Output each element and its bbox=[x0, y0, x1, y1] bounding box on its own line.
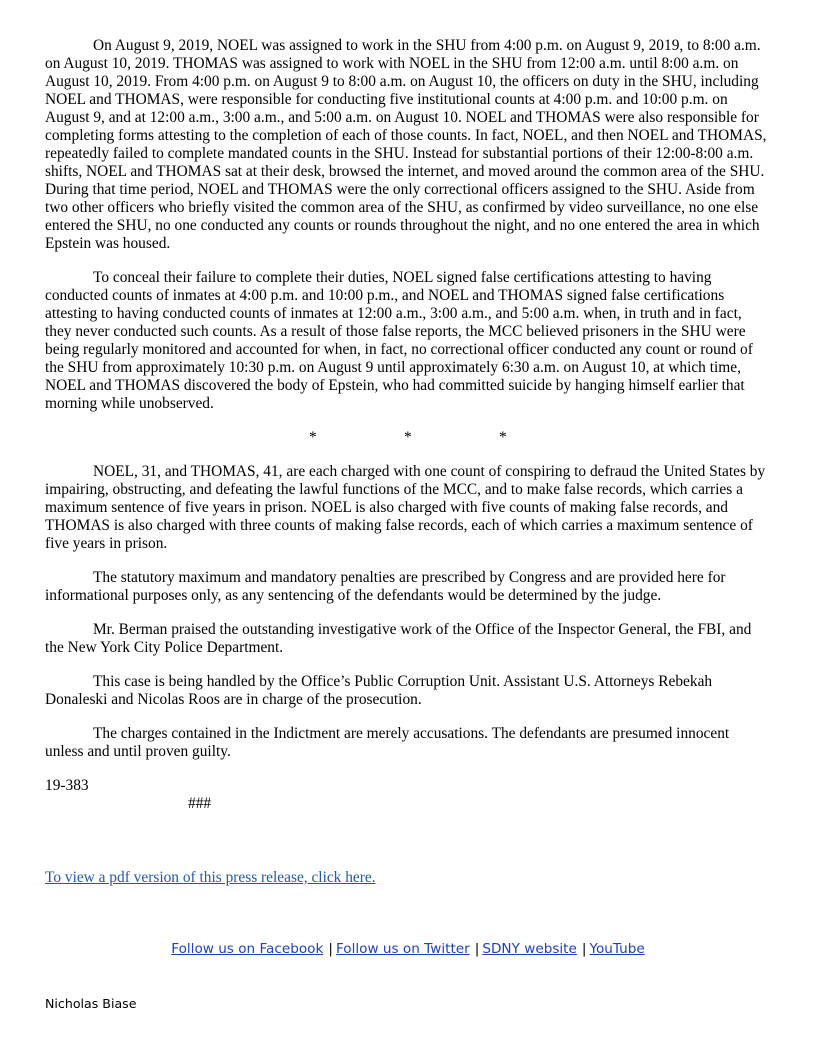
twitter-link[interactable]: Follow us on Twitter bbox=[335, 941, 470, 957]
section-separator bbox=[45, 429, 771, 447]
paragraph-counts: On August 9, 2019, NOEL was assigned to work in the SHU from 4:00 p.m. on August 9, 2019, to 8:00 a.m. on August 10, 2019. THOMAS was assigned to work with NOEL in the SHU from 12:00 a.m. until 8:00 a.m. on August 10, 2019. From 4:00 p.m. on August 9 to 8:00 a.m. on August 10, the officers on duty in the SHU, including NOEL and THOMAS, were responsible for conducting five institutional counts at 4:00 p.m. and 10:00 p.m. on August 9, and at 12:00 a.m., 3:00 a.m., and 5:00 a.m. on August 10. NOEL and THOMAS were also responsible for completing forms attesting to the completion of each of those counts. In fact, NOEL, and then NOEL and THOMAS, repeatedly failed to complete mandated counts in the SHU. Instead for substantial portions of their 12:00-8:00 a.m. shifts, NOEL and THOMAS sat at their desk, browsed the internet, and moved around the common area of the SHU. During that time period, NOEL and THOMAS were the only correctional officers assigned to the SHU. Aside from two other officers who briefly visited the common area of the SHU, as confirmed by video surveillance, no one else entered the SHU, no one conducted any counts or rounds throughout the night, and no one entered the area in which Epstein was housed. bbox=[45, 37, 767, 252]
paragraph-presumption: The charges contained in the Indictment are merely accusations. The defendants are presumed innocent unless and until proven guilty. bbox=[45, 725, 730, 760]
paragraph-charges: NOEL, 31, and THOMAS, 41, are each charged with one count of conspiring to defraud the United States by impairing, obstructing, and defeating the lawful functions of the MCC, and to make false records, which carries a maximum sentence of five years in prison. NOEL is also charged with five counts of making false records, and THOMAS is also charged with three counts of making false records, each of which carries a maximum sentence of five years in prison. bbox=[45, 463, 766, 552]
separator-star: * bbox=[309, 429, 317, 446]
press-release-body bbox=[45, 37, 771, 813]
end-mark: ### bbox=[188, 795, 212, 812]
link-separator: | bbox=[474, 941, 480, 957]
link-separator: | bbox=[581, 941, 587, 957]
separator-star: * bbox=[499, 429, 507, 446]
separator-star: * bbox=[404, 429, 412, 446]
paragraph-prosecution: This case is being handled by the Office’s Public Corruption Unit. Assistant U.S. Attorneys Rebekah Donaleski and Nicolas Roos are in charge of the prosecution. bbox=[45, 673, 713, 708]
case-number: 19-383 bbox=[45, 777, 89, 794]
youtube-link[interactable]: YouTube bbox=[589, 941, 645, 957]
paragraph-praise: Mr. Berman praised the outstanding investigative work of the Office of the Inspector General, the FBI, and the New York City Police Department. bbox=[45, 621, 752, 656]
social-links-bar bbox=[0, 941, 816, 957]
paragraph-false-certifications: To conceal their failure to complete their duties, NOEL signed false certifications attesting to having conducted counts of inmates at 4:00 p.m. and 10:00 p.m., and NOEL and THOMAS signed false certifications attesting to having conducted counts of inmates at 12:00 a.m., 3:00 a.m., and 5:00 a.m. when, in truth and in fact, they never conducted such counts. As a result of those false reports, the MCC believed prisoners in the SHU were being regularly monitored and accounted for when, in fact, no correctional officer conducted any count or round of the SHU from approximately 10:30 p.m. on August 9 until approximately 6:30 a.m. on August 10, at which time, NOEL and THOMAS discovered the body of Epstein, who had committed suicide by hanging himself earlier that morning while unobserved. bbox=[45, 269, 753, 412]
pdf-version-link[interactable]: To view a pdf version of this press release, click here. bbox=[45, 869, 376, 886]
facebook-link[interactable]: Follow us on Facebook bbox=[171, 941, 324, 957]
link-separator: | bbox=[328, 941, 333, 957]
author-name: Nicholas Biase bbox=[45, 996, 137, 1011]
sdny-website-link[interactable]: SDNY website bbox=[482, 941, 577, 957]
paragraph-penalties: The statutory maximum and mandatory penalties are prescribed by Congress and are provided here for informational purposes only, as any sentencing of the defendants would be determined by the judge. bbox=[45, 569, 726, 604]
